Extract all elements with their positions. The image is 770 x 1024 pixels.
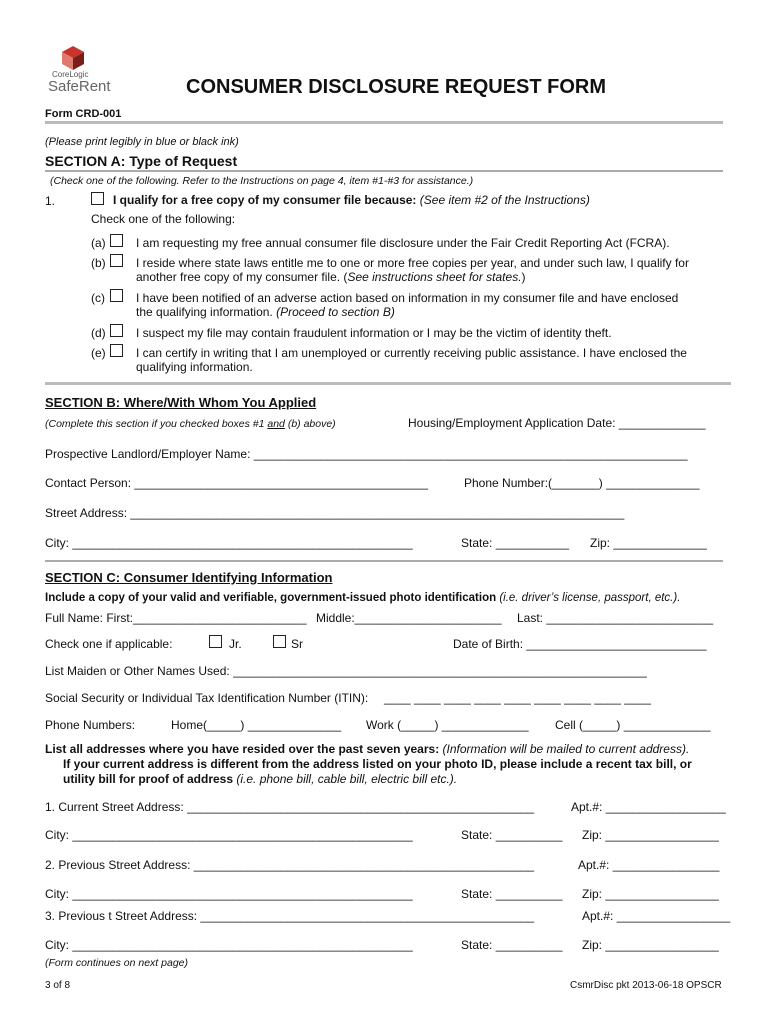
photo-id-note: Include a copy of your valid and verifiable, government-issued photo identification (i.e. driver’s license, passport, etc.).: [45, 592, 681, 604]
state-field[interactable]: State: ___________: [461, 536, 570, 550]
option-b-text-line2: another free copy of my consumer file. (See instructions sheet for states.): [136, 270, 526, 284]
section-b-note: (Complete this section if you checked boxes #1 and (b) above): [45, 418, 336, 430]
option-c-checkbox[interactable]: [110, 289, 123, 304]
form-id: Form CRD-001: [45, 108, 122, 120]
item1-label: I qualify for a free copy of my consumer file because: (See item #2 of the Instructions): [113, 193, 590, 207]
street-address-field[interactable]: Street Address: __________________________________________________________________________: [45, 506, 625, 520]
current-state-field[interactable]: State: __________: [461, 828, 563, 842]
option-e-checkbox[interactable]: [110, 344, 123, 359]
cell-phone-field[interactable]: Cell (_____) _____________: [555, 718, 711, 732]
option-d-text: I suspect my file may contain fraudulent information or I may be the victim of identity theft.: [136, 326, 612, 340]
contact-person-field[interactable]: Contact Person: ____________________________________________: [45, 476, 429, 490]
previous-zip-field[interactable]: Zip: _________________: [582, 887, 719, 901]
current-apt-field[interactable]: Apt.#: __________________: [571, 800, 726, 814]
zip-field[interactable]: Zip: ______________: [590, 536, 707, 550]
previous-apt-field[interactable]: Apt.#: ________________: [578, 858, 720, 872]
ssn-field[interactable]: ____ ____ ____ ____ ____ ____ ____ ____ ____: [384, 691, 651, 705]
brand-bottom: SafeRent: [48, 78, 111, 95]
landlord-name-field[interactable]: Prospective Landlord/Employer Name: _________________________________________________________________: [45, 447, 688, 461]
option-d-checkbox[interactable]: [110, 324, 123, 339]
option-b-checkbox[interactable]: [110, 254, 123, 269]
option-c-text: I have been notified of an adverse action based on information in my consumer file and have enclosed: [136, 291, 679, 305]
city-field[interactable]: City: ___________________________________________________: [45, 536, 413, 550]
date-of-birth-field[interactable]: Date of Birth: ___________________________: [453, 637, 707, 651]
previous-zip-3-field[interactable]: Zip: _________________: [582, 938, 719, 952]
ssn-label: Social Security or Individual Tax Identification Number (ITIN):: [45, 691, 369, 705]
home-phone-field[interactable]: Home(_____) ______________: [171, 718, 342, 732]
divider: [45, 121, 723, 124]
first-name-field[interactable]: Full Name: First:__________________________: [45, 611, 307, 625]
option-a-letter: (a): [91, 236, 106, 250]
option-b-letter: (b): [91, 256, 106, 270]
sr-checkbox[interactable]: [273, 635, 286, 650]
option-d-letter: (d): [91, 326, 106, 340]
page-title: CONSUMER DISCLOSURE REQUEST FORM: [186, 76, 607, 98]
previous-city-field[interactable]: City: ___________________________________________________: [45, 887, 413, 901]
last-name-field[interactable]: Last: _________________________: [517, 611, 714, 625]
section-b-heading: SECTION B: Where/With Whom You Applied: [45, 395, 317, 410]
section-c-heading: SECTION C: Consumer Identifying Information: [45, 570, 333, 585]
previous-street-field[interactable]: 2. Previous Street Address: ___________________________________________________: [45, 858, 535, 872]
divider: [45, 560, 723, 562]
previous-apt-3-field[interactable]: Apt.#: _________________: [582, 909, 731, 923]
middle-name-field[interactable]: Middle:______________________: [316, 611, 502, 625]
option-c-text-line2: the qualifying information. (Proceed to section B): [136, 305, 395, 319]
sr-label: Sr: [291, 637, 303, 651]
section-a-heading: SECTION A: Type of Request: [45, 153, 238, 169]
current-zip-field[interactable]: Zip: _________________: [582, 828, 719, 842]
divider: [45, 170, 723, 172]
address-instructions-line1: List all addresses where you have resided over the past seven years: (Information will be mailed to current address).: [45, 742, 690, 756]
jr-checkbox[interactable]: [209, 635, 222, 650]
page-number: 3 of 8: [45, 980, 71, 991]
work-phone-field[interactable]: Work (_____) _____________: [366, 718, 529, 732]
current-street-field[interactable]: 1. Current Street Address: ____________________________________________________: [45, 800, 535, 814]
application-date-field[interactable]: Housing/Employment Application Date: _____________: [408, 416, 706, 430]
phone-numbers-label: Phone Numbers:: [45, 718, 136, 732]
maiden-names-field[interactable]: List Maiden or Other Names Used: ______________________________________________________________: [45, 664, 647, 678]
option-e-text: I can certify in writing that I am unemployed or currently receiving public assistance. I have enclosed the: [136, 346, 687, 360]
divider: [45, 382, 731, 385]
phone-number-field[interactable]: Phone Number:(_______) ______________: [464, 476, 700, 490]
previous-state-3-field[interactable]: State: __________: [461, 938, 563, 952]
jr-label: Jr.: [229, 637, 242, 651]
option-e-letter: (e): [91, 346, 106, 360]
corelogic-cube-icon: [60, 46, 86, 70]
previous-city-3-field[interactable]: City: ___________________________________________________: [45, 938, 413, 952]
item1-checkbox[interactable]: [91, 192, 104, 207]
option-c-letter: (c): [91, 291, 105, 305]
print-note: (Please print legibly in blue or black ink): [45, 136, 239, 148]
previous-street-3-field[interactable]: 3. Previous t Street Address: __________________________________________________: [45, 909, 535, 923]
address-instructions-line3: utility bill for proof of address (i.e. phone bill, cable bill, electric bill etc.).: [63, 772, 458, 786]
document-code: CsmrDisc pkt 2013-06-18 OPSCR: [570, 980, 722, 991]
option-e-text-line2: qualifying information.: [136, 360, 253, 374]
current-city-field[interactable]: City: ___________________________________________________: [45, 828, 413, 842]
address-instructions-line2: If your current address is different from the address listed on your photo ID, please include a recent tax bill, or: [63, 757, 692, 771]
option-b-text: I reside where state laws entitle me to one or more free copies per year, and under such law, I qualify for: [136, 256, 689, 270]
item1-number: 1.: [45, 194, 56, 208]
check-one-label: Check one of the following:: [91, 212, 236, 226]
previous-state-field[interactable]: State: __________: [461, 887, 563, 901]
continues-note: (Form continues on next page): [45, 957, 188, 969]
suffix-label: Check one if applicable:: [45, 637, 173, 651]
option-a-text: I am requesting my free annual consumer file disclosure under the Fair Credit Reporting Act (FCRA).: [136, 236, 670, 250]
option-a-checkbox[interactable]: [110, 234, 123, 249]
section-a-instruction: (Check one of the following. Refer to the Instructions on page 4, item #1-#3 for assistance.): [50, 175, 474, 187]
brand-top: CoreLogic: [52, 70, 89, 79]
